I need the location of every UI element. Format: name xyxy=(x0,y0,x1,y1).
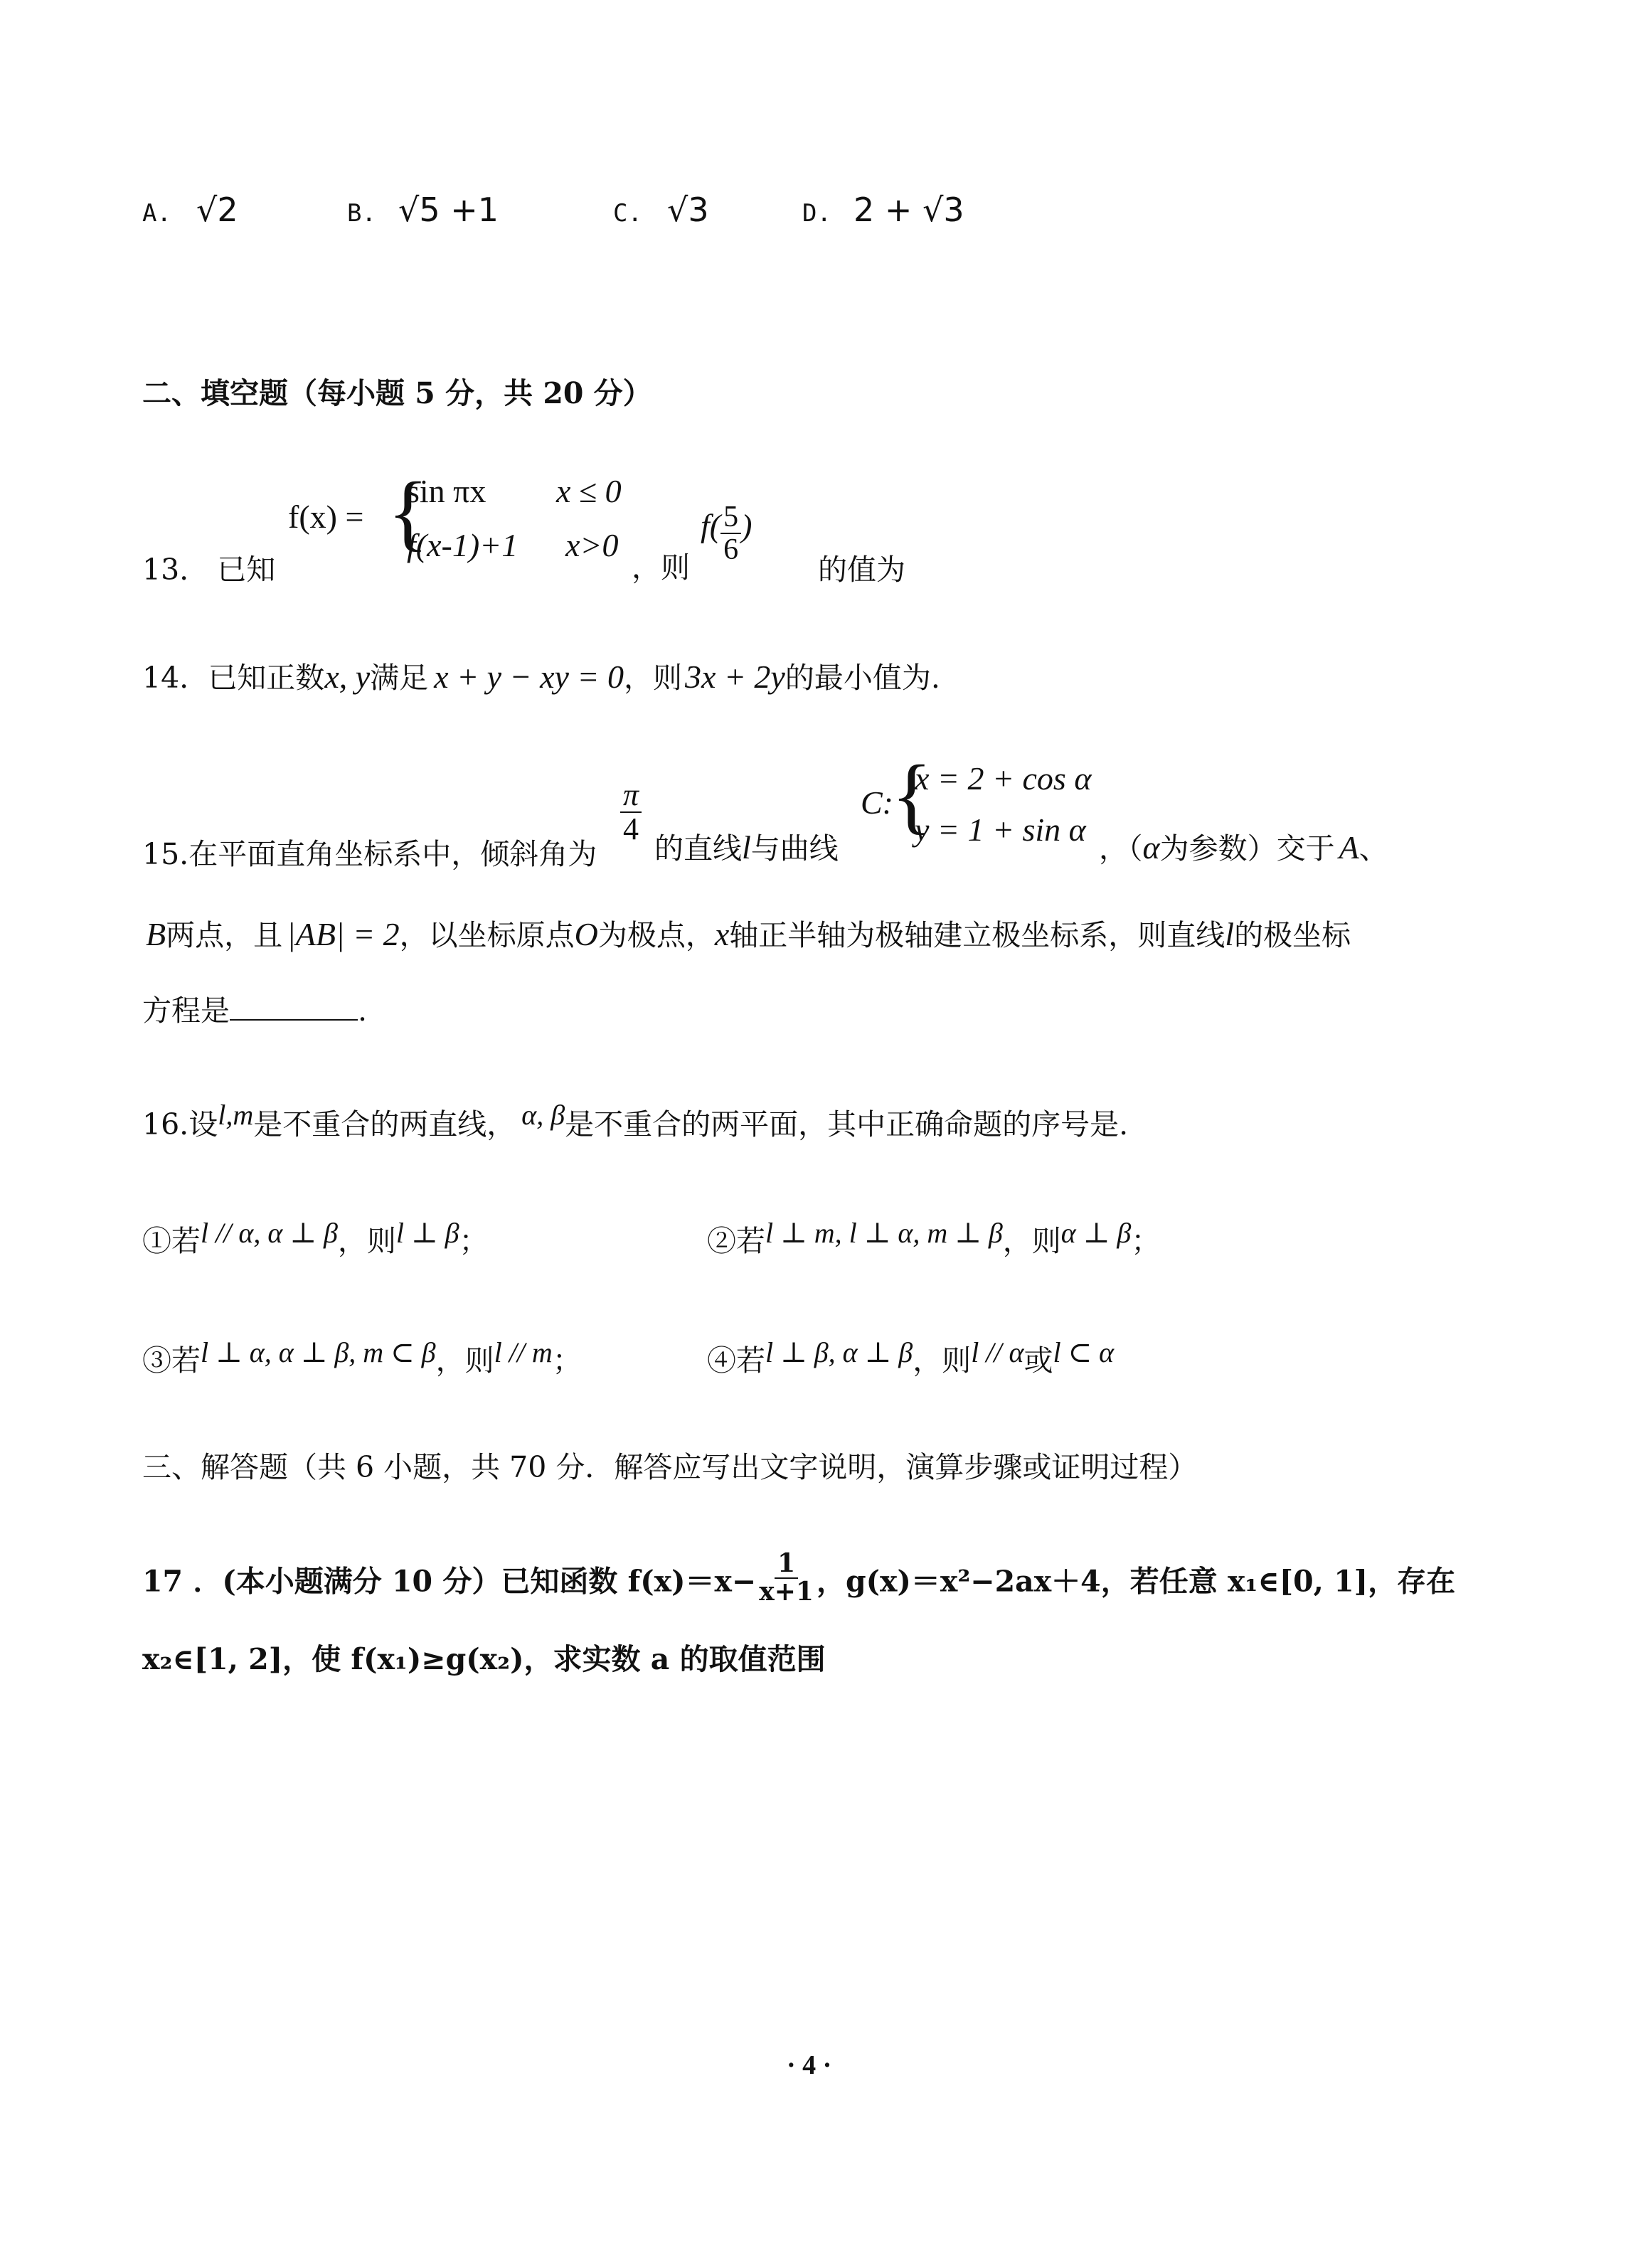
option-c xyxy=(613,191,709,229)
option-c-label: C. xyxy=(613,199,642,228)
q13-case2-cond: x>0 xyxy=(565,527,619,563)
q16-proposition-3: ③若l ⊥ α, α ⊥ β, m ⊂ β，则l // m； xyxy=(142,1336,582,1378)
option-a xyxy=(142,191,238,229)
q13-then: ，则 xyxy=(632,550,690,585)
q13-tail: 的值为 xyxy=(818,553,905,587)
option-b-label: B. xyxy=(347,199,376,228)
q13-fx: f(x) = xyxy=(288,499,364,535)
q15-line2: B两点，且 |AB| = 2，以坐标原点O为极点，x轴正半轴为极轴建立极坐标系，则直线l的极坐标 xyxy=(146,916,1351,952)
q13-f-value: f( $\frac{5}{6}$ ) xyxy=(701,501,752,567)
q15-line1-prefix: 15.在平面直角坐标系中，倾斜角为 xyxy=(142,837,597,871)
q16-proposition-4: ④若l ⊥ β, α ⊥ β，则l // α或l ⊂ α xyxy=(707,1336,1115,1378)
q17-line1: 17 ．(本小题满分 10 分）已知函数 f(x)＝x− $\frac{1}{x+1}$ ，g(x)＝x²−2ax＋4，若任意 x₁∈[0, 1]，存在 xyxy=(142,1548,1456,1607)
option-b xyxy=(347,191,499,229)
q17-line2: x₂∈[1, 2]，使 f(x₁)≥g(x₂)，求实数 a 的取值范围 xyxy=(142,1642,826,1676)
q15-curve-label: C: xyxy=(861,784,893,821)
q13-brace: { xyxy=(388,464,429,559)
option-d-value: 2 + √3 xyxy=(853,191,964,229)
option-a-value: √2 xyxy=(196,191,238,229)
q15-line3: 方程是 . xyxy=(142,994,368,1028)
q13-number: 13. 已知 xyxy=(142,553,276,587)
q16-proposition-1: ①若l // α, α ⊥ β，则l ⊥ β； xyxy=(142,1217,489,1258)
q16-proposition-2: ②若l ⊥ m, l ⊥ α, m ⊥ β，则α ⊥ β； xyxy=(707,1217,1161,1258)
q13-case1-expr: sin πx xyxy=(407,473,486,509)
section-2-title: 二、填空题（每小题 5 分，共 20 分） xyxy=(142,376,652,410)
page-number: · 4 · xyxy=(787,2050,832,2080)
q15-angle: $\frac{\pi}{4}$ xyxy=(620,779,642,846)
q15-curve-row2: y = 1 + sin α xyxy=(915,811,1086,848)
option-b-value: √5 +1 xyxy=(398,191,499,229)
q14: 14. 已知正数x, y满足 x + y − xy = 0，则3x + 2y的最小值为. xyxy=(142,659,940,695)
option-d xyxy=(802,191,964,229)
answer-blank xyxy=(230,1019,358,1021)
q15-brace: { xyxy=(891,747,932,842)
option-d-label: D. xyxy=(802,199,831,228)
q15-curve-row1: x = 2 + cos α xyxy=(915,760,1092,797)
option-c-value: √3 xyxy=(667,191,709,229)
option-a-label: A. xyxy=(142,199,171,228)
section-3-title: 三、解答题（共 6 小题，共 70 分．解答应写出文字说明，演算步骤或证明过程） xyxy=(142,1450,1198,1484)
q16-stem: 16.设l,m是不重合的两直线， α, β是不重合的两平面，其中正确命题的序号是. xyxy=(142,1099,1129,1141)
q15-line1-tail: ，（α为参数）交于 A、 xyxy=(1099,829,1388,866)
q15-line1-mid: 的直线l与曲线 xyxy=(654,829,839,866)
q13-case1-cond: x ≤ 0 xyxy=(556,473,622,509)
q13-case2-expr: f(x-1)+1 xyxy=(407,527,518,563)
